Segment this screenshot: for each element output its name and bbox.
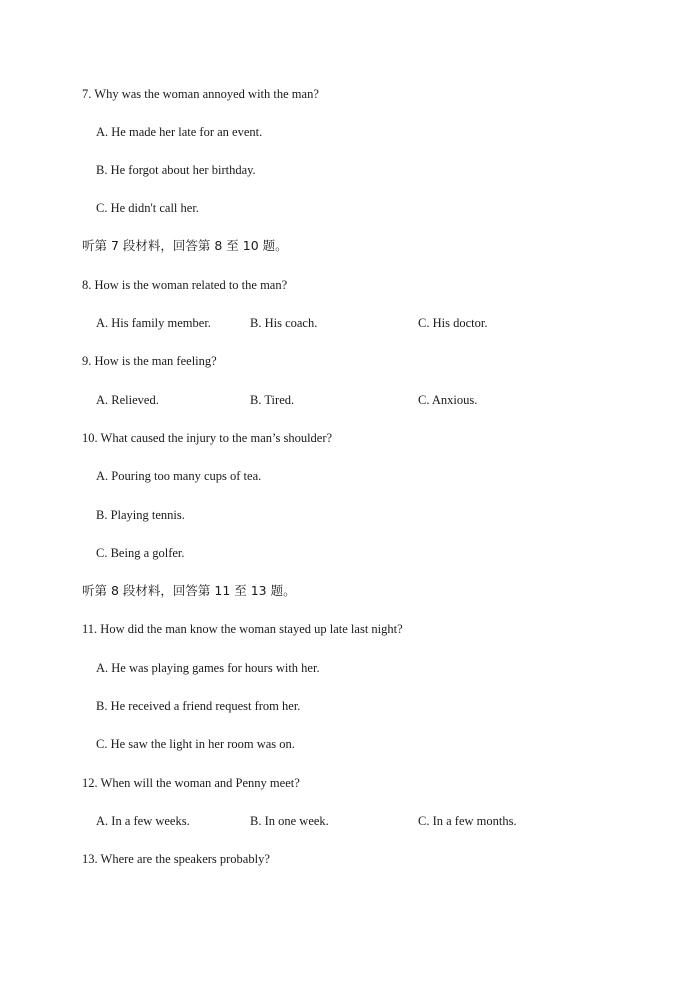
q9-option-a: A. Relieved. — [96, 393, 159, 407]
q8-option-c: C. His doctor. — [418, 316, 488, 330]
q7-option-c: C. He didn't call her. — [96, 201, 199, 215]
section-8-instruction: 听第 8 段材料，回答第 11 至 13 题。 — [82, 583, 296, 598]
question-10: 10. What caused the injury to the man’s shoulder? — [82, 431, 333, 445]
q8-option-a: A. His family member. — [96, 316, 211, 330]
q11-option-c: C. He saw the light in her room was on. — [96, 737, 295, 751]
q11-option-b: B. He received a friend request from her. — [96, 699, 301, 713]
q8-option-b: B. His coach. — [250, 316, 318, 330]
question-9: 9. How is the man feeling? — [82, 354, 217, 368]
section-7-instruction: 听第 7 段材料，回答第 8 至 10 题。 — [82, 238, 288, 253]
question-8: 8. How is the woman related to the man? — [82, 278, 288, 292]
q9-option-c: C. Anxious. — [418, 393, 478, 407]
question-12: 12. When will the woman and Penny meet? — [82, 776, 300, 790]
q12-option-b: B. In one week. — [250, 814, 329, 828]
q7-option-a: A. He made her late for an event. — [96, 125, 263, 139]
question-13: 13. Where are the speakers probably? — [82, 852, 270, 866]
q9-option-b: B. Tired. — [250, 393, 295, 407]
question-11: 11. How did the man know the woman stayed up late last night? — [82, 622, 403, 636]
q10-option-b: B. Playing tennis. — [96, 508, 185, 522]
q11-option-a: A. He was playing games for hours with her. — [96, 661, 320, 675]
q10-option-c: C. Being a golfer. — [96, 546, 185, 560]
q12-option-a: A. In a few weeks. — [96, 814, 190, 828]
question-7: 7. Why was the woman annoyed with the man? — [82, 87, 319, 101]
q10-option-a: A. Pouring too many cups of tea. — [96, 469, 262, 483]
q12-option-c: C. In a few months. — [418, 814, 517, 828]
q7-option-b: B. He forgot about her birthday. — [96, 163, 256, 177]
